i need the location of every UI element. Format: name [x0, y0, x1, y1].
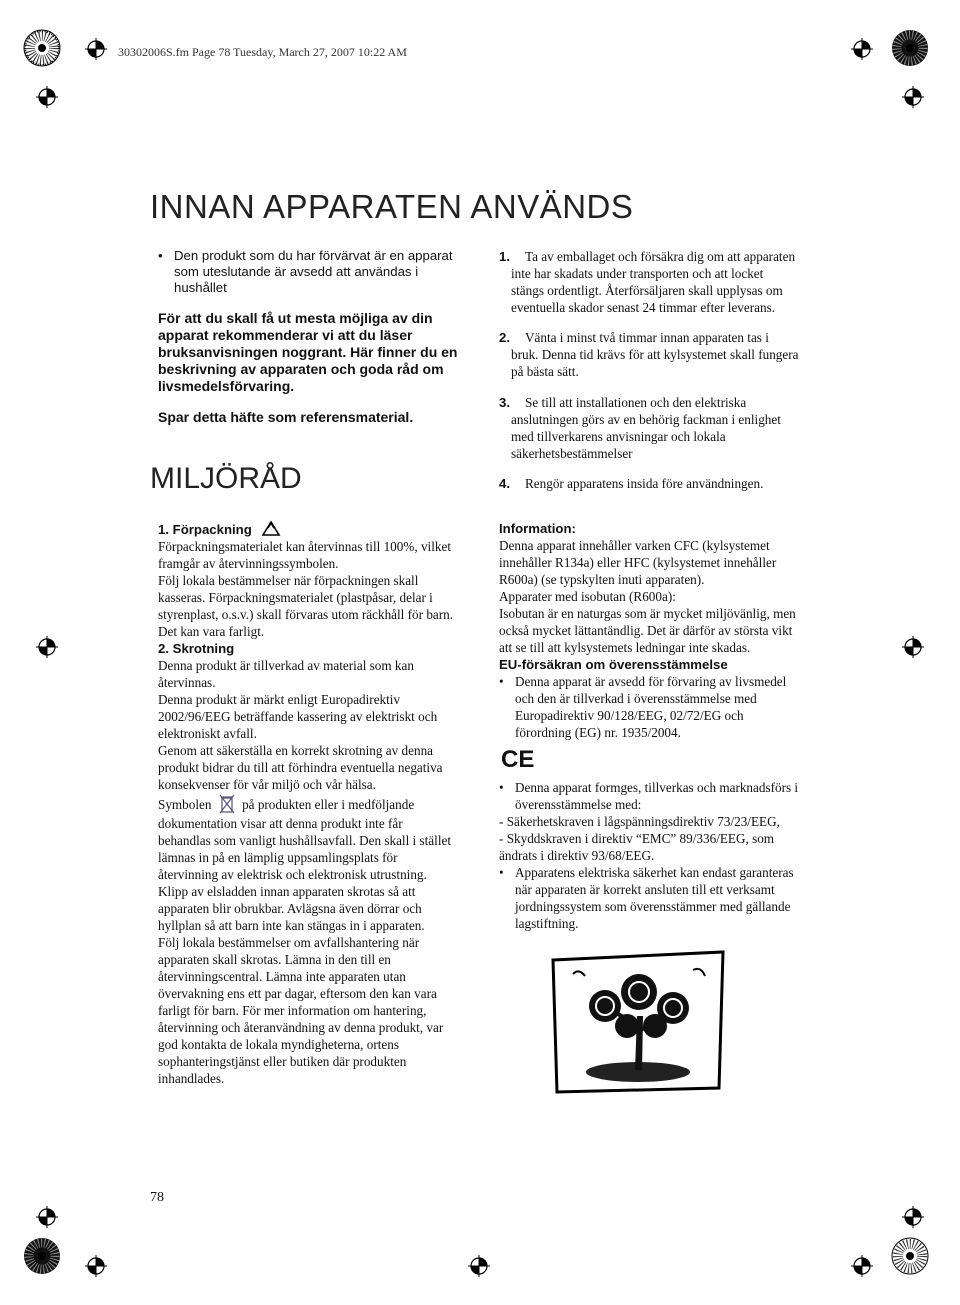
section-title: MILJÖRÅD	[150, 462, 302, 495]
starburst-mark-icon	[890, 28, 930, 68]
intro-block	[158, 235, 458, 440]
section-heading: Information:	[499, 521, 576, 536]
section-heading: EU-försäkran om överensstämmelse	[499, 657, 728, 672]
list-item: • Denna apparat är avsedd för förvaring av livsmedel och den är tillverkad i överensstämmelse med Europadirektiv 90/128/EEG, 02/72/EG och förordning (EG) nr. 1935/2004.	[499, 673, 799, 741]
registration-mark-icon	[36, 86, 58, 108]
registration-mark-icon	[902, 636, 924, 658]
weee-paragraph: Symbolen på produkten eller i medföljande dokumentation visar att denna produkt inte får behandlas som vanligt hushållsavfall. Den skall i stället lämnas in på en lämplig uppsamlingsplats för återvinning av elektrisk och elektronisk utrustning.	[158, 793, 458, 883]
registration-mark-icon	[468, 1255, 490, 1277]
disposal-paragraph: Genom att säkerställa en korrekt skrotning av denna produkt bidrar du till att förhindra eventuella negativa konsekvenser för vår miljö och vår hälsa.	[158, 743, 443, 792]
registration-mark-icon	[36, 636, 58, 658]
list-item: 1. Ta av emballaget och försäkra dig om att apparaten inte har skadats under transporten och att locket stängs ordentligt. Återförsäljaren skall upplysas om eventuella skador senast 24 timmar efter leverans.	[499, 249, 796, 316]
disposal-paragraph: Klipp av elsladden innan apparaten skrotas så att apparaten blir obrukbar. Avlägsna även dörrar och hyllplan så att barn inte kan stängas in i apparaten.	[158, 884, 425, 933]
file-header: 30302006S.fm Page 78 Tuesday, March 27, 2007 10:22 AM	[118, 45, 407, 59]
starburst-mark-icon	[22, 28, 62, 68]
keep-booklet-note: Spar detta häfte som referensmaterial.	[158, 409, 414, 426]
registration-mark-icon	[902, 1206, 924, 1228]
registration-mark-icon	[902, 86, 924, 108]
list-item: 3. Se till att installationen och den elektriska anslutningen görs av en behörig fackman i enlighet med tillverkarens anvisningar och lokala säkerhetsbestämmelser	[499, 394, 781, 461]
registration-mark-icon	[85, 38, 107, 60]
ce-mark-icon: CE	[501, 746, 535, 773]
registration-mark-icon	[851, 38, 873, 60]
starburst-mark-icon	[890, 1236, 930, 1276]
section-heading: 1. Förpackning	[158, 520, 458, 538]
info-paragraph: Apparater med isobutan (R600a):	[499, 589, 676, 604]
page-title: INNAN APPARATEN ANVÄNDS	[150, 188, 634, 225]
list-item: - Skyddskraven i direktiv “EMC” 89/336/EEG, som ändrats i direktiv 93/68/EEG.	[499, 831, 775, 863]
list-item: 4. Rengör apparatens insida före användningen.	[499, 475, 764, 491]
packaging-paragraph: Följ lokala bestämmelser när förpackningen skall kasseras. Förpackningsmaterialet (plastpåsar, delar i styrenplast, o.s.v.) skall förvaras utom räckhåll för barn. Det kan vara farligt.	[158, 573, 454, 639]
disposal-paragraph: Följ lokala bestämmelser om avfallshantering när apparaten skall skrotas. Lämna in den till en återvinningscentral. Lämna inte apparaten utan övervakning ens ett par dagar, eftersom den kan vara farligt för barn. För mer information om hantering, återvinning och återanvändning av denna produkt, var god kontakta de lokala myndigheterna, ortens sophanteringstjänst eller butiken där produkten inhandlades.	[158, 935, 444, 1086]
eco-tree-logo-icon	[543, 946, 733, 1096]
disposal-paragraph: Denna produkt är märkt enligt Europadirektiv 2002/96/EEG beträffande kassering av elektriskt och elektroniskt avfall.	[158, 692, 438, 741]
list-item: • Apparatens elektriska säkerhet kan endast garanteras när apparaten är korrekt ansluten till ett verksamt jordningssystem som överensstämmer med gällande lagstiftning.	[499, 864, 799, 932]
environment-left-column	[158, 520, 458, 1087]
starburst-mark-icon	[22, 1236, 62, 1276]
info-paragraph: Denna apparat innehåller varken CFC (kylsystemet innehåller R134a) eller HFC (kylsystemet innehåller R600a) (se typskylten inuti apparaten).	[499, 538, 777, 587]
registration-mark-icon	[851, 1255, 873, 1277]
list-item: 2. Vänta i minst två timmar innan apparaten tas i bruk. Denna tid krävs för att kylsystemet skall fungera på bästa sätt.	[499, 330, 799, 380]
intro-bold-paragraph: För att du skall få ut mesta möjliga av din apparat rekommenderar vi att du läser bruksanvisningen noggrant. Här finner du en beskrivning av apparaten och goda råd om livsmedelsförvaring.	[158, 310, 458, 395]
registration-mark-icon	[36, 1206, 58, 1228]
info-paragraph: Isobutan är en naturgas som är mycket miljövänlig, men också mycket lättantändlig. Det är därför av största vikt att se till att kylsystemets ledningar inte skadas.	[499, 606, 796, 655]
crossed-bin-icon	[218, 793, 236, 815]
recycling-icon	[259, 520, 283, 538]
disposal-paragraph: Denna produkt är tillverkad av material som kan återvinnas.	[158, 658, 414, 690]
intro-bullet: • Den produkt som du har förvärvat är en apparat som uteslutande är avsedd att användas i hushållet	[158, 248, 458, 296]
page-number: 78	[150, 1190, 164, 1205]
section-heading: 2. Skrotning	[158, 641, 235, 656]
environment-right-column	[499, 520, 799, 1096]
list-item: - Säkerhetskraven i lågspänningsdirektiv 73/23/EEG,	[499, 814, 780, 829]
packaging-paragraph: Förpackningsmaterialet kan återvinnas till 100%, vilket framgår av återvinningssymbolen.	[158, 539, 451, 571]
registration-mark-icon	[85, 1255, 107, 1277]
steps-list	[499, 235, 799, 505]
list-item: • Denna apparat formges, tillverkas och marknadsförs i överensstämmelse med:	[499, 779, 799, 813]
